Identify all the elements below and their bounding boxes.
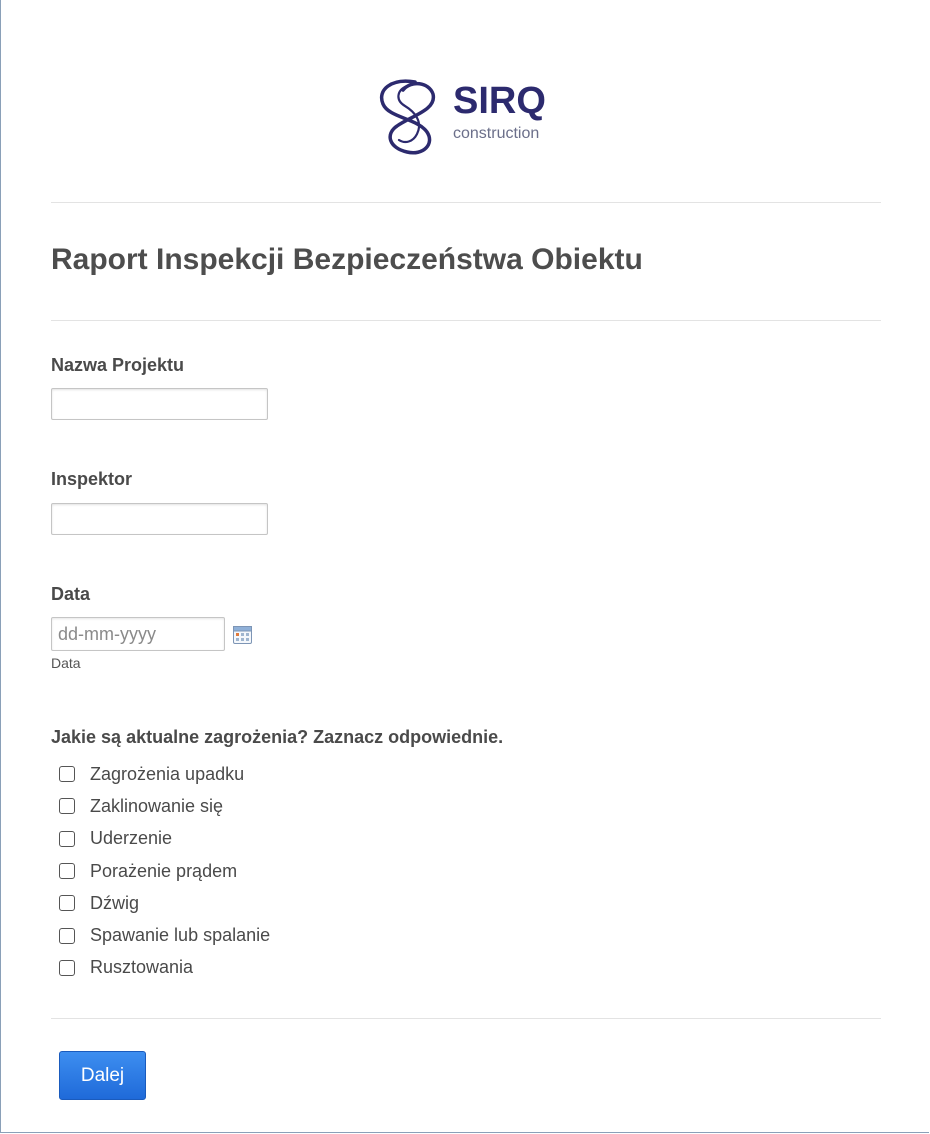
hazard-option-electrocution[interactable] [59, 855, 270, 887]
project-name-label: Nazwa Projektu [51, 355, 185, 375]
hazard-option-label: Zagrożenia upadku [90, 763, 245, 784]
checkbox[interactable] [59, 928, 75, 944]
hazard-option-label: Zaklinowanie się [90, 795, 224, 816]
brand-subtitle: construction [453, 125, 540, 142]
hazard-option-label: Porażenie prądem [90, 860, 238, 881]
hazard-option-label: Spawanie lub spalanie [90, 925, 271, 946]
date-input[interactable] [51, 617, 225, 651]
next-button[interactable]: Dalej [59, 1051, 146, 1100]
hazard-option-label: Uderzenie [90, 828, 173, 849]
inspector-label: Inspektor [51, 469, 133, 489]
project-name-input[interactable] [51, 388, 268, 420]
hazard-option-label: Dźwig [90, 892, 140, 913]
checkbox[interactable] [59, 895, 75, 911]
inspector-input[interactable] [51, 503, 268, 535]
checkbox[interactable] [59, 831, 75, 847]
hazard-option-welding[interactable] [59, 919, 270, 951]
hazard-option-struck[interactable] [59, 823, 270, 855]
hazard-option-fall[interactable] [59, 758, 270, 790]
hazard-option-caught[interactable] [59, 790, 270, 822]
hazards-question: Jakie są aktualne zagrożenia? Zaznacz odpowiednie. [51, 727, 504, 747]
hazards-options [59, 758, 270, 984]
hazard-option-crane[interactable] [59, 887, 270, 919]
checkbox[interactable] [59, 863, 75, 879]
date-sublabel: Data [51, 655, 81, 671]
checkbox[interactable] [59, 798, 75, 814]
checkbox[interactable] [59, 766, 75, 782]
divider-top [51, 202, 881, 203]
divider-bottom [51, 1018, 881, 1019]
page-title: Raport Inspekcji Bezpieczeństwa Obiektu [51, 243, 643, 276]
checkbox[interactable] [59, 960, 75, 976]
hazard-option-scaffolding[interactable] [59, 952, 270, 984]
date-label: Data [51, 584, 91, 604]
brand-name: SIRQ [453, 80, 546, 122]
brand-logo [377, 76, 567, 158]
calendar-icon[interactable] [233, 626, 252, 644]
divider-title [51, 320, 881, 321]
sirq-swirl-logo-icon [377, 76, 447, 158]
hazard-option-label: Rusztowania [90, 957, 194, 978]
